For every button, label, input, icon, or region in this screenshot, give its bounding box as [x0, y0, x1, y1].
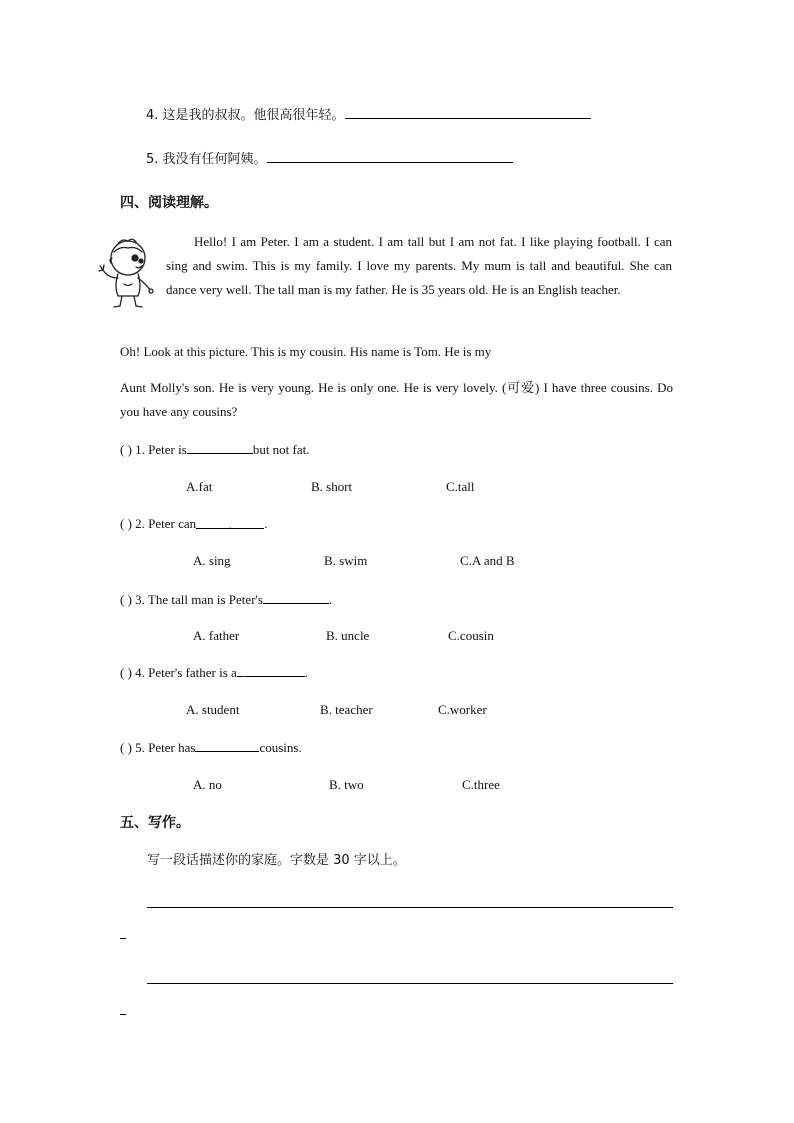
answer-parenthesis-3[interactable]: ( ): [120, 592, 132, 607]
q1-option-b: B. short: [311, 479, 353, 494]
question-4-tail: .: [304, 665, 309, 680]
section-5-title: 五、写作。: [120, 815, 190, 831]
q5-option-a: A. no: [193, 777, 222, 792]
q3-option-b: B. uncle: [326, 628, 370, 643]
mc-question-1: [120, 441, 310, 458]
question-1-text: 1. Peter is: [135, 442, 187, 457]
answer-blank-5[interactable]: [267, 150, 513, 163]
answer-blank-4[interactable]: [345, 106, 591, 119]
mc-question-5: [120, 739, 302, 756]
q4-option-c: C.worker: [438, 702, 487, 717]
answer-parenthesis-2[interactable]: ( ): [120, 516, 132, 531]
mc-question-3: [120, 591, 332, 608]
q2-option-b: B. swim: [324, 553, 368, 568]
writing-prompt: 写一段话描述你的家庭。字数是 30 字以上。: [147, 853, 406, 868]
question-4-text: 4. 这是我的叔叔。他很高很年轻。: [146, 108, 345, 123]
question-4-mc-text: 4. Peter's father is a: [135, 665, 237, 680]
reading-paragraph-3: Aunt Molly's son. He is very young. He is only one. He is very lovely. (可爱) I have three cousins. Do you have any cousins?: [120, 380, 673, 419]
question-2-text: 2. Peter can: [135, 516, 197, 531]
q4-option-a: A. student: [186, 702, 240, 717]
q1-option-c: C.tall: [446, 479, 475, 494]
answer-parenthesis-4[interactable]: ( ): [120, 665, 132, 680]
translate-question-5: [146, 148, 513, 167]
answer-parenthesis-5[interactable]: ( ): [120, 740, 132, 755]
reading-paragraph-2: Oh! Look at this picture. This is my cousin. His name is Tom. He is my: [120, 344, 492, 359]
mc-question-2: [120, 516, 267, 532]
translate-question-4: [146, 104, 591, 123]
question-1-tail: but not fat.: [252, 442, 310, 457]
question-2-blank: [196, 516, 264, 529]
q3-option-a: A. father: [193, 628, 240, 643]
question-5-blank: [195, 739, 259, 752]
question-5-text: 5. 我没有任何阿姨。: [146, 152, 267, 167]
q4-option-b: B. teacher: [320, 702, 373, 717]
question-2-tail: .: [264, 516, 268, 531]
answer-parenthesis-1[interactable]: ( ): [120, 442, 132, 457]
section-4-title: 四、阅读理解。: [120, 195, 218, 211]
reading-paragraph-1: Hello! I am Peter. I am a student. I am tall but I am not fat. I like playing football. I can sing and swim. This is my family. I love my parents. My mum is tall and beautiful. She can dance very well. The tall man is my father. He is 35 years old. He is an English teacher.: [166, 234, 672, 297]
question-3-text: 3. The tall man is Peter's: [135, 592, 263, 607]
writing-line-1[interactable]: [147, 907, 673, 908]
q5-option-b: B. two: [329, 777, 364, 792]
blank-mark: .: [242, 669, 246, 680]
q1-option-a: A.fat: [186, 479, 213, 494]
blank-mark: .: [228, 520, 232, 531]
question-3-tail: .: [328, 592, 333, 607]
writing-line-2[interactable]: [147, 983, 673, 984]
question-3-blank: [263, 591, 329, 604]
writing-line-2-marker: [120, 1014, 126, 1015]
question-4-blank: [237, 665, 305, 680]
question-5-mc-text: 5. Peter has: [135, 740, 196, 755]
writing-line-1-marker: [120, 938, 126, 939]
q2-option-a: A. sing: [193, 553, 231, 568]
question-1-blank: [187, 441, 253, 454]
q2-option-c: C.A and B: [460, 553, 515, 568]
q3-option-c: C.cousin: [448, 628, 494, 643]
cartoon-boy-illustration: [98, 234, 158, 310]
q5-option-c: C.three: [462, 777, 500, 792]
question-5-tail: cousins.: [259, 740, 302, 755]
mc-question-4: [120, 665, 308, 681]
